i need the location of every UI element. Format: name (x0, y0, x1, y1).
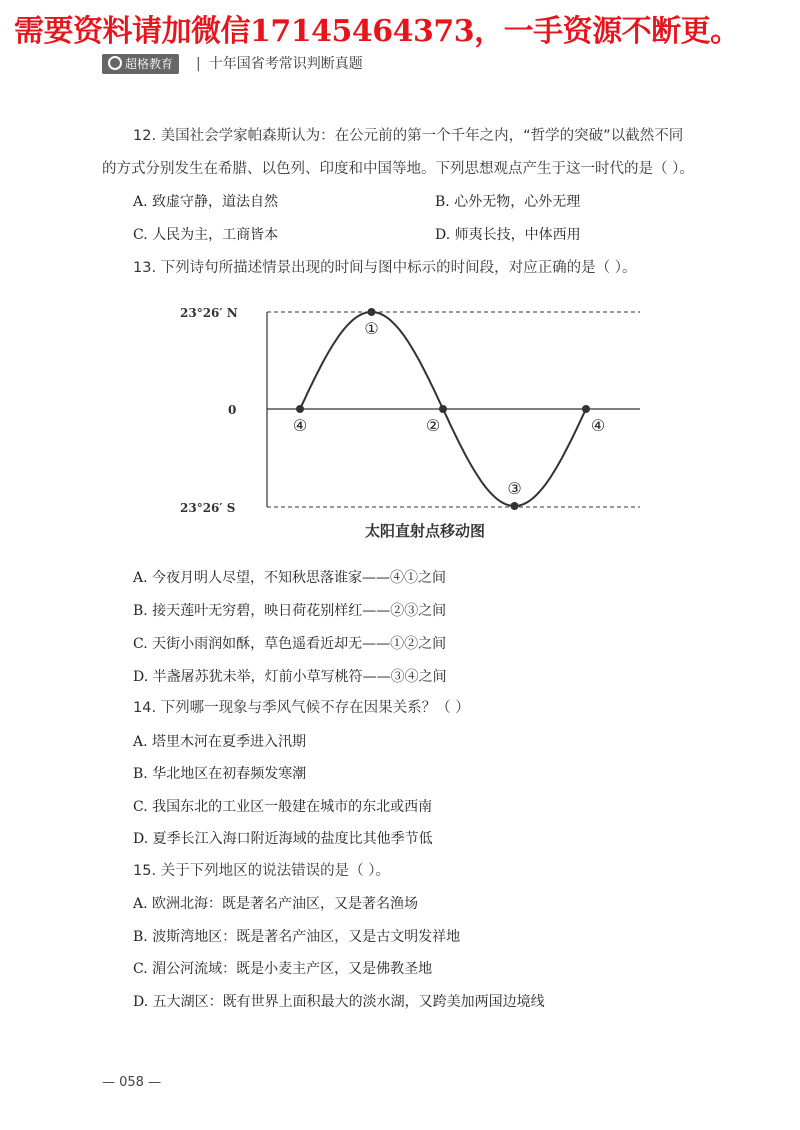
publisher-logo (102, 54, 179, 74)
data-point (439, 405, 447, 413)
q12-stem-line1: 12. 美国社会学家帕森斯认为：在公元前的第一个千年之内，“哲学的突破”以截然不同 (133, 128, 684, 144)
point-label: ④ (292, 416, 308, 435)
q13-option-d: D. 半盏屠苏犹未举，灯前小草写桃符——③④之间 (133, 669, 447, 685)
sun-direct-point-chart (0, 0, 800, 560)
data-point (296, 405, 304, 413)
q14-option-b: B. 华北地区在初春频发寒潮 (133, 766, 307, 782)
q14-stem: 14. 下列哪一现象与季风气候不存在因果关系？（ ） (133, 700, 470, 716)
logo-text: 超格教育 (125, 57, 174, 71)
y-tick-label-north: 23°26′ N (180, 306, 238, 320)
q13-option-b: B. 接天莲叶无穷碧，映日荷花别样红——②③之间 (133, 603, 447, 619)
chart-title: 太阳直射点移动图 (365, 522, 486, 540)
q13-option-a: A. 今夜月明人尽望，不知秋思落谁家——④①之间 (133, 570, 447, 586)
q14-option-a: A. 塔里木河在夏季进入汛期 (133, 734, 307, 750)
point-label: ① (364, 319, 379, 338)
sun-curve (300, 312, 586, 506)
point-label: ② (425, 416, 441, 435)
data-point (511, 502, 519, 510)
q13-stem: 13. 下列诗句所描述情景出现的时间与图中标示的时间段，对应正确的是（ ）。 (133, 260, 637, 276)
q15-option-c: C. 湄公河流域：既是小麦主产区，又是佛教圣地 (133, 961, 433, 977)
point-label: ③ (507, 479, 522, 498)
y-tick-label-south: 23°26′ S (180, 501, 236, 515)
watermark-banner: 需要资料请加微信17145464373，一手资源不断更。 (14, 14, 740, 49)
q12-option-a: A. 致虚守静，道法自然 (133, 194, 279, 210)
y-tick-label-zero: 0 (228, 403, 237, 417)
point-label: ④ (590, 416, 606, 435)
q14-option-c: C. 我国东北的工业区一般建在城市的东北或西南 (133, 799, 433, 815)
q12-option-d: D. 师夷长技，中体西用 (435, 227, 581, 243)
data-point (582, 405, 590, 413)
page-header-title: | 十年国省考常识判断真题 (196, 54, 363, 74)
q12-option-c: C. 人民为主，工商皆本 (133, 227, 279, 243)
page-number: — 058 — (102, 1075, 162, 1090)
q15-option-d: D. 五大湖区：既有世界上面积最大的淡水湖，又跨美加两国边境线 (133, 994, 545, 1010)
q13-option-c: C. 天街小雨润如酥，草色遥看近却无——①②之间 (133, 636, 447, 652)
q14-option-d: D. 夏季长江入海口附近海域的盐度比其他季节低 (133, 831, 433, 847)
q15-option-b: B. 波斯湾地区：既是著名产油区，又是古文明发祥地 (133, 929, 461, 945)
logo-icon (108, 56, 122, 70)
data-point (368, 308, 376, 316)
q12-stem-line2: 的方式分别发生在希腊、以色列、印度和中国等地。下列思想观点产生于这一时代的是（ ）。 (102, 161, 694, 177)
q15-stem: 15. 关于下列地区的说法错误的是（ ）。 (133, 863, 391, 879)
q15-option-a: A. 欧洲北海：既是著名产油区，又是著名渔场 (133, 896, 419, 912)
q12-option-b: B. 心外无物，心外无理 (435, 194, 581, 210)
